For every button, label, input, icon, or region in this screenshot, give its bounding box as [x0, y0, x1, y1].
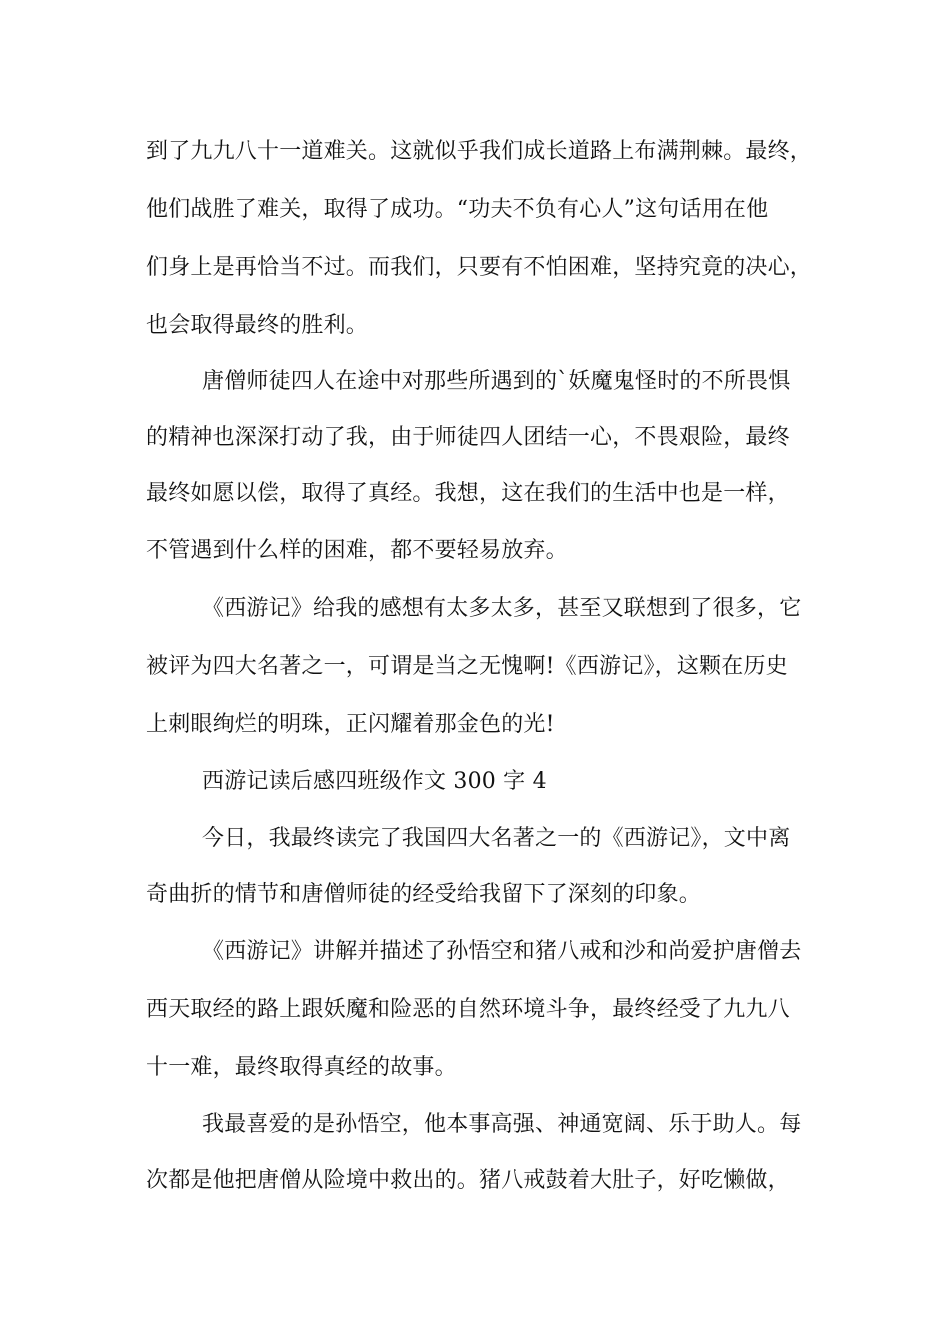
paragraph-first-line: 我最喜爱的是孙悟空，他本事高强、神通宽阔、乐于助人。每 [202, 1112, 802, 1137]
text-line: 最终如愿以偿，取得了真经。我想，这在我们的生活中也是一样， [146, 481, 790, 506]
paragraph-first-line: 今日，我最终读完了我国四大名著之一的《西游记》，文中离 [202, 826, 791, 851]
text-line: 十一难，最终取得真经的故事。 [146, 1055, 457, 1080]
text-line: 次都是他把唐僧从险境中救出的。猪八戒鼓着大肚子，好吃懒做， [146, 1168, 790, 1193]
section-heading: 西游记读后感四班级作文 300 字 4 [202, 769, 547, 794]
paragraph-first-line: 《西游记》给我的感想有太多太多，甚至又联想到了很多，它 [202, 596, 802, 621]
text-line: 不管遇到什么样的困难，都不要轻易放弃。 [146, 538, 568, 563]
text-line: 们身上是再恰当不过。而我们，只要有不怕困难，坚持究竟的决心， [146, 255, 813, 280]
text-line: 上刺眼绚烂的明珠，正闪耀着那金色的光! [146, 712, 555, 737]
text-line: 他们战胜了难关，取得了成功。“功夫不负有心人”这句话用在他 [146, 197, 769, 222]
paragraph-first-line: 唐僧师徒四人在途中对那些所遇到的`妖魔鬼怪时的不所畏惧 [202, 369, 791, 394]
text-line: 西天取经的路上跟妖魔和险恶的自然环境斗争，最终经受了九九八 [146, 997, 790, 1022]
text-line: 被评为四大名著之一，可谓是当之无愧啊!《西游记》，这颗在历史 [146, 654, 788, 679]
text-line: 奇曲折的情节和唐僧师徒的经受给我留下了深刻的印象。 [146, 882, 702, 907]
text-line: 到了九九八十一道难关。这就似乎我们成长道路上布满荆棘。最终， [146, 139, 813, 164]
text-line: 的精神也深深打动了我，由于师徒四人团结一心，不畏艰险，最终 [146, 425, 790, 450]
paragraph-first-line: 《西游记》讲解并描述了孙悟空和猪八戒和沙和尚爱护唐僧去 [202, 939, 802, 964]
text-line: 也会取得最终的胜利。 [146, 313, 369, 338]
